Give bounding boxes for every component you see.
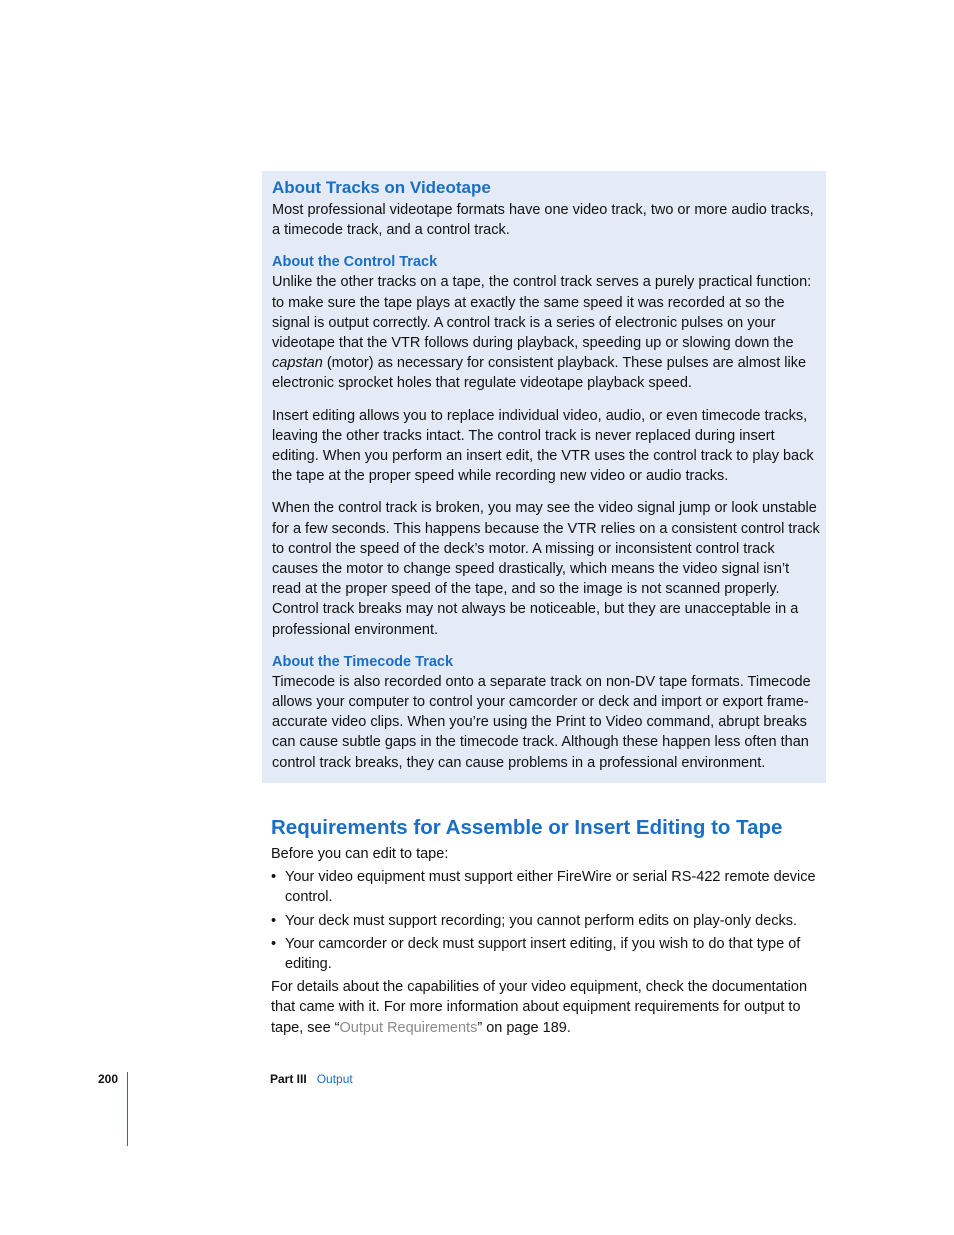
control-track-paragraph-2: Insert editing allows you to replace individual video, audio, or even timecode tracks, leaving the other tracks intact. The control track is never replaced during insert editing. When you perform an insert edit, the VTR uses the control track to play back the tape at the proper speed while recording new video or audio tracks. (272, 407, 814, 485)
page-number: 200 (98, 1072, 119, 1086)
timecode-track-heading: About the Timecode Track (272, 653, 454, 670)
section-intro: Before you can edit to tape: (271, 846, 449, 862)
control-track-paragraph-1 (272, 272, 820, 393)
list-item: • Your camcorder or deck must support insert editing, if you wish to do that type of editing. (271, 934, 819, 974)
control-p1-text-a: Unlike the other tracks on a tape, the control track serves a purely practical function: to make sure the tape plays at exactly the same speed it was recorded at so the signal is output correctly. A control track is a series of electronic pulses on your videotape that the VTR follows during playback, speeding up or slowing down the (272, 274, 812, 352)
sidebar-intro: Most professional videotape formats have one video track, two or more audio tracks, a timecode track, and a control track. (272, 202, 814, 239)
part-name: Output (316, 1072, 353, 1086)
part-label: Part III (270, 1072, 307, 1086)
control-track-paragraph-3: When the control track is broken, you may see the video signal jump or look unstable for a few seconds. This happens because the VTR relies on a consistent control track to control the speed of the deck’s motor. A missing or inconsistent control track causes the motor to change speed drastically, which means the video signal isn’t read at the proper speed of the tape, and so the image is not scanned properly. Control track breaks may not always be noticeable, but they are unacceptable in a professional environment. (272, 500, 820, 638)
output-requirements-link[interactable]: Output Requirements (339, 1019, 478, 1036)
list-item: • Your deck must support recording; you cannot perform edits on play-only decks. (271, 911, 819, 931)
control-p1-italic: capstan (272, 355, 323, 372)
section-outro (271, 977, 819, 1038)
outro-text-b: ” on page 189. (477, 1019, 571, 1036)
sidebar-content (272, 176, 820, 773)
requirements-list (271, 867, 819, 974)
section-title: Requirements for Assemble or Insert Editing to Tape (271, 816, 783, 839)
main-section (271, 814, 819, 1038)
footer-divider (127, 1072, 128, 1146)
control-p1-text-b: (motor) as necessary for consistent playback. These pulses are almost like electronic sprocket holes that regulate videotape playback speed. (272, 355, 807, 392)
outro-text-a: For details about the capabilities of your video equipment, check the documentation that came with it. For more information about equipment requirements for output to tape, see “ (271, 979, 808, 1036)
control-track-heading: About the Control Track (272, 254, 438, 271)
list-item: • Your video equipment must support either FireWire or serial RS-422 remote device control. (271, 867, 819, 907)
timecode-track-paragraph: Timecode is also recorded onto a separate track on non-DV tape formats. Timecode allows your computer to control your camcorder or deck and import or export frame-accurate video clips. When you’re using the Print to Video command, abrupt breaks can cause subtle gaps in the timecode track. Although these happen less often than control track breaks, they can cause problems in a professional environment. (272, 673, 811, 771)
footer-part (270, 1072, 353, 1086)
sidebar-title: About Tracks on Videotape (272, 178, 491, 197)
